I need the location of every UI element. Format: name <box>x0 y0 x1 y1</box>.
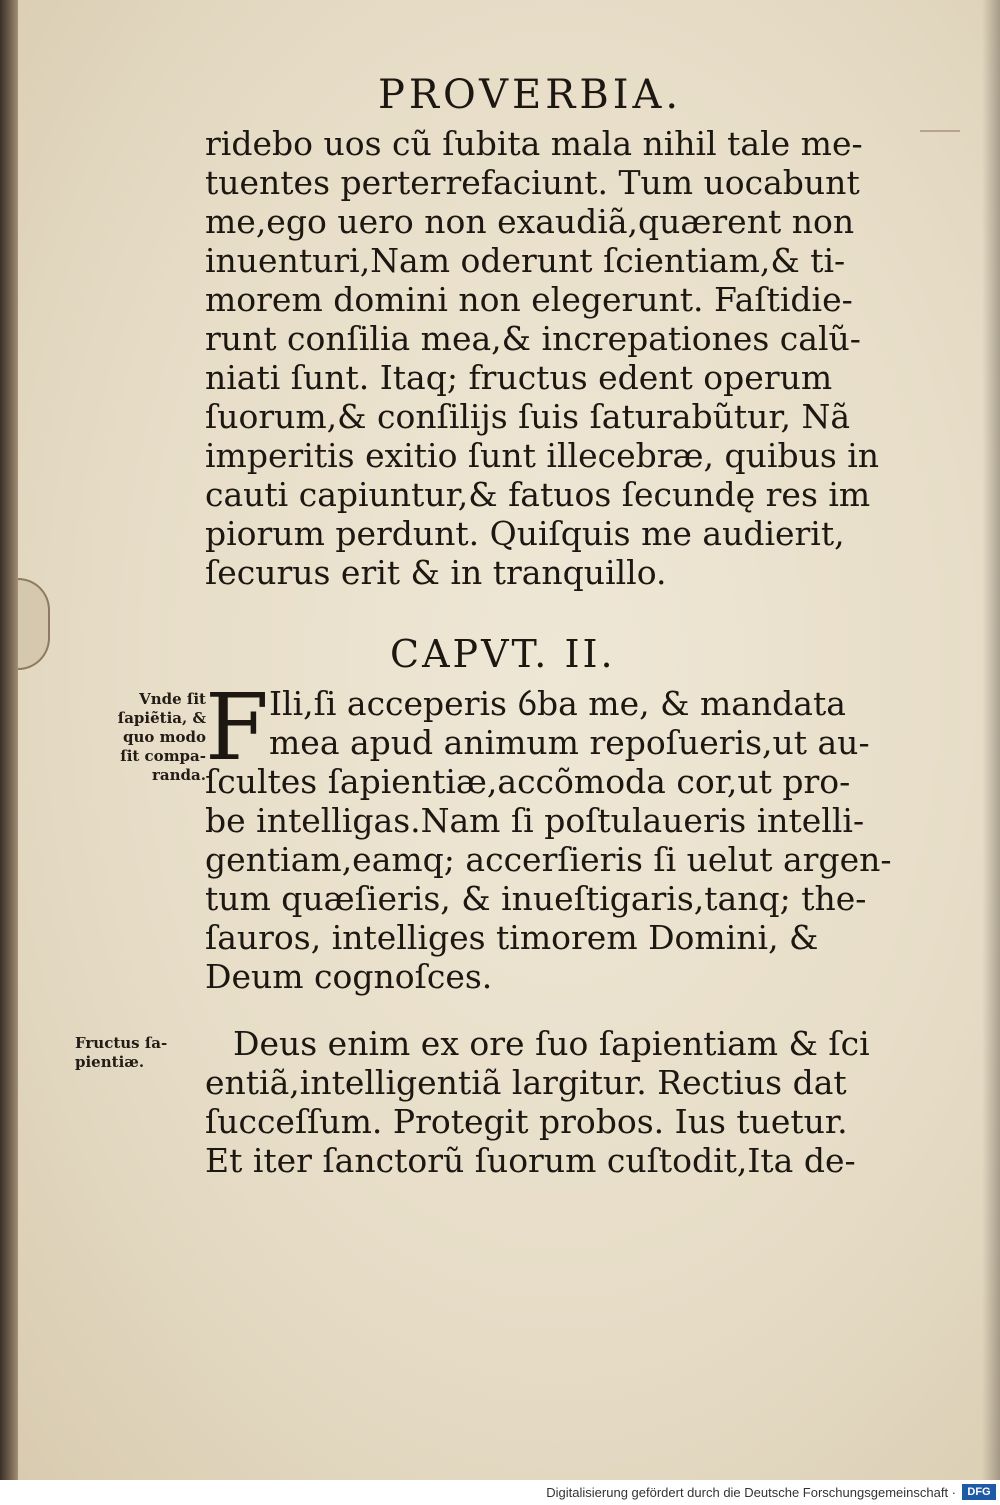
body-line: cauti capiuntur,& fatuos ſecundę res im <box>205 475 871 514</box>
body-line: imperitis exitio ſunt illecebræ, quibus in <box>205 436 880 475</box>
margin-note-line: Fructus ſa- <box>75 1034 168 1052</box>
body-line: ridebo uos cũ ſubita mala nihil tale me- <box>205 124 863 163</box>
page-edge-shadow <box>982 0 1000 1480</box>
body-line: me,ego uero non exaudiã,quærent non <box>205 202 855 241</box>
paragraph-line: Et iter ſanctorũ ſuorum cuſtodit,Ita de- <box>205 1141 856 1180</box>
chapter-text-block <box>205 674 905 996</box>
margin-note-fruit-of-wisdom <box>75 1034 215 1072</box>
margin-note-wisdom-origin <box>66 690 206 785</box>
chapter-line: ſcultes ſapientiæ,accõmoda cor,ut pro- <box>205 762 851 801</box>
running-head: PROVERBIA. <box>378 72 683 118</box>
digitization-footer <box>0 1480 1000 1505</box>
body-text-block <box>205 124 905 592</box>
paragraph-line: entiã,intelligentiã largitur. Rectius dat <box>205 1063 847 1102</box>
paragraph-line: Deus enim ex ore ſuo ſapientiam & ſci <box>233 1024 870 1063</box>
body-line: niati ſunt. Itaq; fructus edent operum <box>205 358 833 397</box>
margin-note-line: ſapiẽtia, & <box>117 709 206 727</box>
margin-note-line: Vnde ſit <box>139 690 206 708</box>
drop-cap: F <box>205 674 269 781</box>
margin-note-line: quo modo <box>123 728 206 746</box>
body-line: inuenturi,Nam oderunt ſcientiam,& ti- <box>205 241 846 280</box>
chapter-line: tum quæſieris, & inueſtigaris,tanq; the- <box>205 879 867 918</box>
paragraph-block <box>205 1024 905 1180</box>
body-line: tuentes perterrefaciunt. Tum uocabunt <box>205 163 860 202</box>
chapter-line: Deum cognoſces. <box>205 957 493 996</box>
margin-note-line: ſit compa- <box>120 747 206 765</box>
dfg-logo: DFG <box>962 1484 996 1500</box>
chapter-line: Ili,ſi acceperis ỽba me, & mandata <box>269 684 846 723</box>
chapter-line: ſauros, intelliges timorem Domini, & <box>205 918 819 957</box>
chapter-heading: CAPVT. II. <box>390 632 616 676</box>
body-line: ſuorum,& conſilijs ſuis ſaturabũtur, Nã <box>205 397 851 436</box>
margin-note-line: pientiæ. <box>75 1053 145 1071</box>
body-line: piorum perdunt. Quiſquis me audierit, <box>205 514 845 553</box>
paragraph-line: ſucceſſum. Protegit probos. Ius tuetur. <box>205 1102 848 1141</box>
body-line: ſecurus erit & in tranquillo. <box>205 553 667 592</box>
footer-credit: Digitalisierung gefördert durch die Deutsche Forschungsgemeinschaft · <box>546 1485 956 1500</box>
clasp-mark <box>18 578 50 670</box>
margin-note-line: randa. <box>152 766 206 784</box>
pen-stroke-mark <box>920 130 960 132</box>
chapter-line: gentiam,eamq; accerſieris ſi uelut argen- <box>205 840 892 879</box>
chapter-line: mea apud animum repoſueris,ut au- <box>269 723 870 762</box>
body-line: morem domini non elegerunt. Faſtidie- <box>205 280 853 319</box>
body-line: runt conſilia mea,& increpationes calũ- <box>205 319 861 358</box>
chapter-line: be intelligas.Nam ſi poſtulaueris intelli- <box>205 801 865 840</box>
